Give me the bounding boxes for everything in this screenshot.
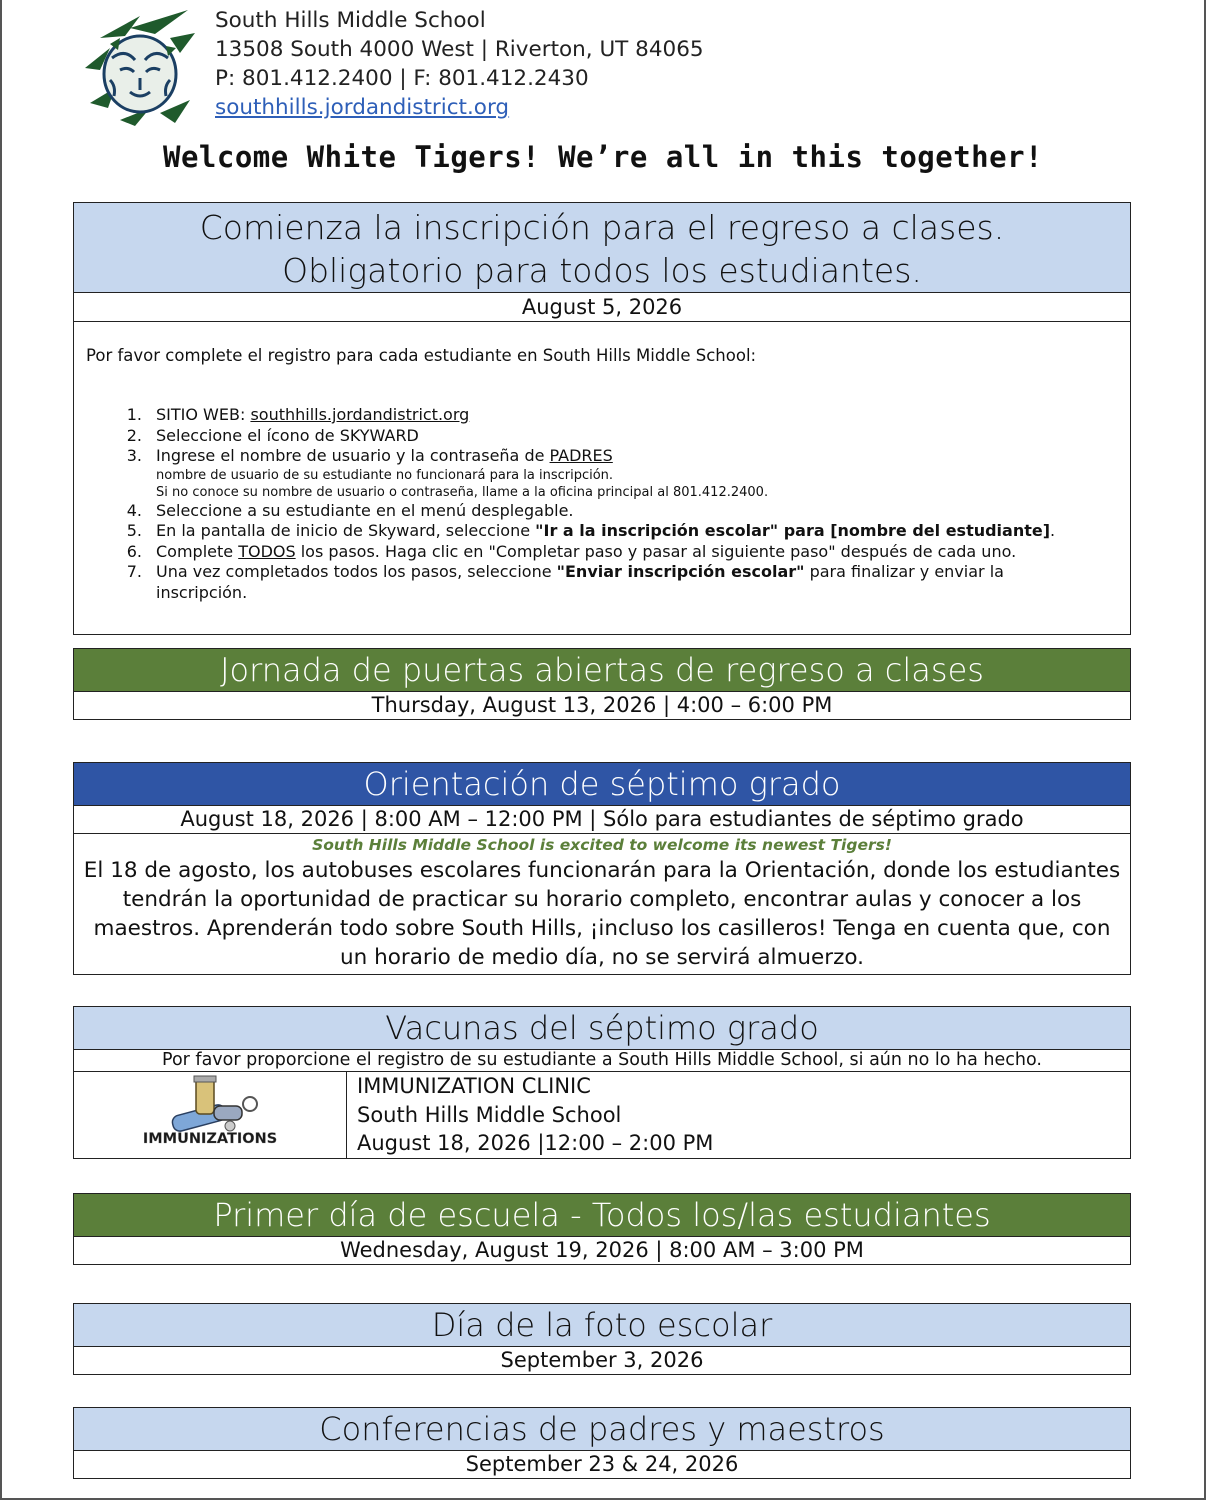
photo-day-box (73, 1303, 1131, 1375)
step-text: . (1050, 521, 1056, 540)
vaccines-note: Por favor proporcione el registro de su estudiante a South Hills Middle School, si aún no lo ha hecho. (74, 1049, 1130, 1071)
clinic-row (74, 1071, 1130, 1158)
open-house-title: Jornada de puertas abiertas de regreso a clases (74, 649, 1130, 691)
step-1 (86, 405, 1118, 426)
clinic-location: South Hills Middle School (357, 1102, 622, 1127)
step-emphasis: "Ir a la inscripción escolar" para [nombre del estudiante] (535, 521, 1051, 540)
vaccines-box (73, 1006, 1131, 1159)
school-address: 13508 South 4000 West | Riverton, UT 84065 (215, 37, 704, 62)
photo-day-date: September 3, 2026 (74, 1346, 1130, 1374)
vaccines-title: Vacunas del séptimo grado (74, 1007, 1130, 1049)
first-day-title: Primer día de escuela - Todos los/las estudiantes (74, 1194, 1130, 1236)
step-number: 6. (126, 541, 142, 561)
registration-title-line2: Obligatorio para todos los estudiantes. (282, 251, 922, 290)
step-text: Complete (156, 541, 239, 561)
orientation-title: Orientación de séptimo grado (74, 763, 1130, 805)
photo-day-title: Día de la foto escolar (74, 1304, 1130, 1346)
registration-box (73, 202, 1131, 635)
orientation-paragraph: El 18 de agosto, los autobuses escolares funcionarán para la Orientación, donde los estudiantes tendrán la oportunidad de practicar su horario completo, encontrar aulas y conocer a los maestros. Aprenderán todo sobre South Hills, ¡incluso los casilleros! Tenga en cuenta que, con un horario de medio día, no se servirá almuerzo. (83, 858, 1121, 970)
step-text: Seleccione a su estudiante en el menú desplegable. (156, 500, 574, 520)
step-text: Ingrese el nombre de usuario y la contraseña de (156, 446, 550, 465)
conferences-box (73, 1407, 1131, 1479)
step-emphasis: TODOS (238, 541, 296, 561)
conferences-date: September 23 & 24, 2026 (74, 1450, 1130, 1478)
orientation-date: August 18, 2026 | 8:00 AM – 12:00 PM | Sólo para estudiantes de séptimo grado (74, 805, 1130, 833)
orientation-tagline: South Hills Middle School is excited to welcome its newest Tigers! (312, 836, 892, 854)
first-day-date: Wednesday, August 19, 2026 | 8:00 AM – 3:00 PM (74, 1236, 1130, 1264)
step-number: 3. (126, 446, 142, 465)
step-number: 2. (126, 425, 142, 445)
tiger-logo (80, 8, 198, 128)
step-4 (86, 501, 1118, 522)
step-6 (86, 542, 1118, 563)
step-note: Si no conoce su nombre de usuario o contraseña, llame a la oficina principal al 801.412.2400. (156, 484, 769, 500)
syringe-icon (171, 1076, 257, 1133)
step-number: 4. (126, 500, 142, 520)
step-website-link[interactable]: southhills.jordandistrict.org (250, 405, 470, 424)
open-house-box (73, 648, 1131, 720)
step-text: Una vez completados todos los pasos, seleccione (156, 562, 557, 581)
registration-body (74, 321, 1130, 613)
step-text: Seleccione el ícono de SKYWARD (156, 425, 419, 445)
school-website-link[interactable]: southhills.jordandistrict.org (215, 95, 510, 120)
school-header (215, 6, 704, 122)
first-day-box (73, 1193, 1131, 1265)
registration-steps (86, 405, 1118, 603)
clinic-date: August 18, 2026 |12:00 – 2:00 PM (357, 1131, 714, 1155)
registration-title-line1: Comienza la inscripción para el regreso a clases. (199, 208, 1005, 247)
school-phone: P: 801.412.2400 | F: 801.412.2430 (215, 66, 589, 91)
step-5 (86, 521, 1118, 542)
step-3 (86, 446, 1118, 501)
registration-title (74, 203, 1130, 292)
step-number: 7. (126, 562, 142, 581)
clinic-name: IMMUNIZATION CLINIC (357, 1074, 591, 1098)
step-7 (86, 562, 1118, 603)
step-note: nombre de usuario de su estudiante no funcionará para la inscripción. (156, 467, 614, 483)
step-text: para finalizar y enviar la (804, 562, 1004, 581)
conferences-title: Conferencias de padres y maestros (74, 1408, 1130, 1450)
orientation-body (74, 833, 1130, 974)
registration-intro: Por favor complete el registro para cada estudiante en South Hills Middle School: (86, 346, 757, 365)
step-emphasis: PADRES (549, 446, 613, 465)
step-text: SITIO WEB: (156, 405, 251, 424)
clinic-details (347, 1072, 713, 1158)
step-2 (86, 426, 1118, 447)
immunizations-label: IMMUNIZATIONS (142, 1131, 278, 1147)
step-number: 5. (126, 521, 142, 540)
orientation-box (73, 762, 1131, 975)
immunizations-image (74, 1072, 347, 1158)
step-text: inscripción. (156, 582, 248, 602)
welcome-banner: Welcome White Tigers! We’re all in this together! (162, 140, 1043, 174)
school-name: South Hills Middle School (215, 8, 486, 33)
step-text: En la pantalla de inicio de Skyward, seleccione (156, 521, 536, 540)
step-text: los pasos. Haga clic en "Completar paso y pasar al siguiente paso" después de cada uno. (295, 541, 1017, 561)
step-number: 1. (126, 405, 142, 424)
open-house-date: Thursday, August 13, 2026 | 4:00 – 6:00 PM (74, 691, 1130, 719)
step-emphasis: "Enviar inscripción escolar" (556, 562, 805, 581)
registration-date: August 5, 2026 (74, 292, 1130, 321)
